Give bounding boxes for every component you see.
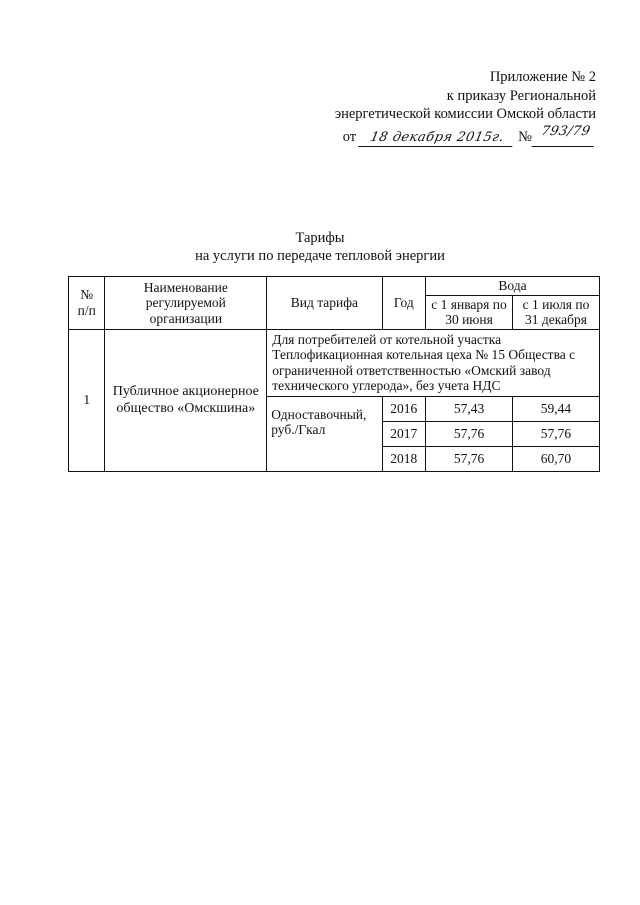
header-no-label: №: [80, 287, 94, 303]
header-no: [69, 277, 105, 330]
appendix-line-1: Приложение № 2: [489, 69, 596, 85]
from-label: от: [342, 129, 357, 145]
cell-period-1-value: 57,43: [426, 396, 513, 421]
header-water: Вода: [426, 277, 600, 296]
table-row: [69, 329, 600, 396]
cell-year: 2016: [382, 396, 425, 421]
header-org: Наименование регулируемой организации: [105, 277, 267, 330]
cell-period-1-value: 57,76: [426, 421, 513, 446]
cell-row-no: 1: [69, 329, 105, 471]
cell-period-2-value: 59,44: [512, 396, 599, 421]
cell-period-2-value: 60,70: [512, 446, 599, 471]
cell-org-name: Публичное акционерное общество «Омскшина»: [105, 329, 267, 471]
cell-consumer-group: Для потребителей от котельной участка Теплофикационная котельная цеха № 15 Общества с ограниченной ответственностью «Омский завод технического углерода», без учета НДС: [267, 329, 600, 396]
cell-year: 2018: [382, 446, 425, 471]
header-year: Год: [382, 277, 425, 330]
handwritten-number: 793/79: [532, 124, 599, 147]
appendix-line-3: энергетической комиссии Омской области: [334, 106, 596, 122]
number-label: №: [518, 129, 532, 145]
cell-year: 2017: [382, 421, 425, 446]
header-no-sub-label: п/п: [77, 302, 96, 318]
title-line-2: на услуги по передаче тепловой энергии: [195, 248, 445, 264]
appendix-header: [276, 68, 596, 147]
order-date-line: [343, 124, 596, 147]
title-line-1: Тарифы: [295, 230, 345, 246]
handwritten-date: 18 декабря 2015г.: [358, 130, 516, 147]
tariffs-table: [68, 276, 600, 472]
cell-period-2-value: 57,76: [512, 421, 599, 446]
header-period-1: с 1 января по 30 июня: [426, 295, 513, 329]
table-header-row: [69, 277, 600, 296]
header-type: Вид тарифа: [267, 277, 382, 330]
cell-period-1-value: 57,76: [426, 446, 513, 471]
document-title: [0, 229, 640, 265]
header-period-2: с 1 июля по 31 декабря: [512, 295, 599, 329]
cell-tariff-type: Одноставочный, руб./Гкал: [267, 396, 382, 471]
appendix-line-2: к приказу Региональной: [446, 87, 596, 104]
